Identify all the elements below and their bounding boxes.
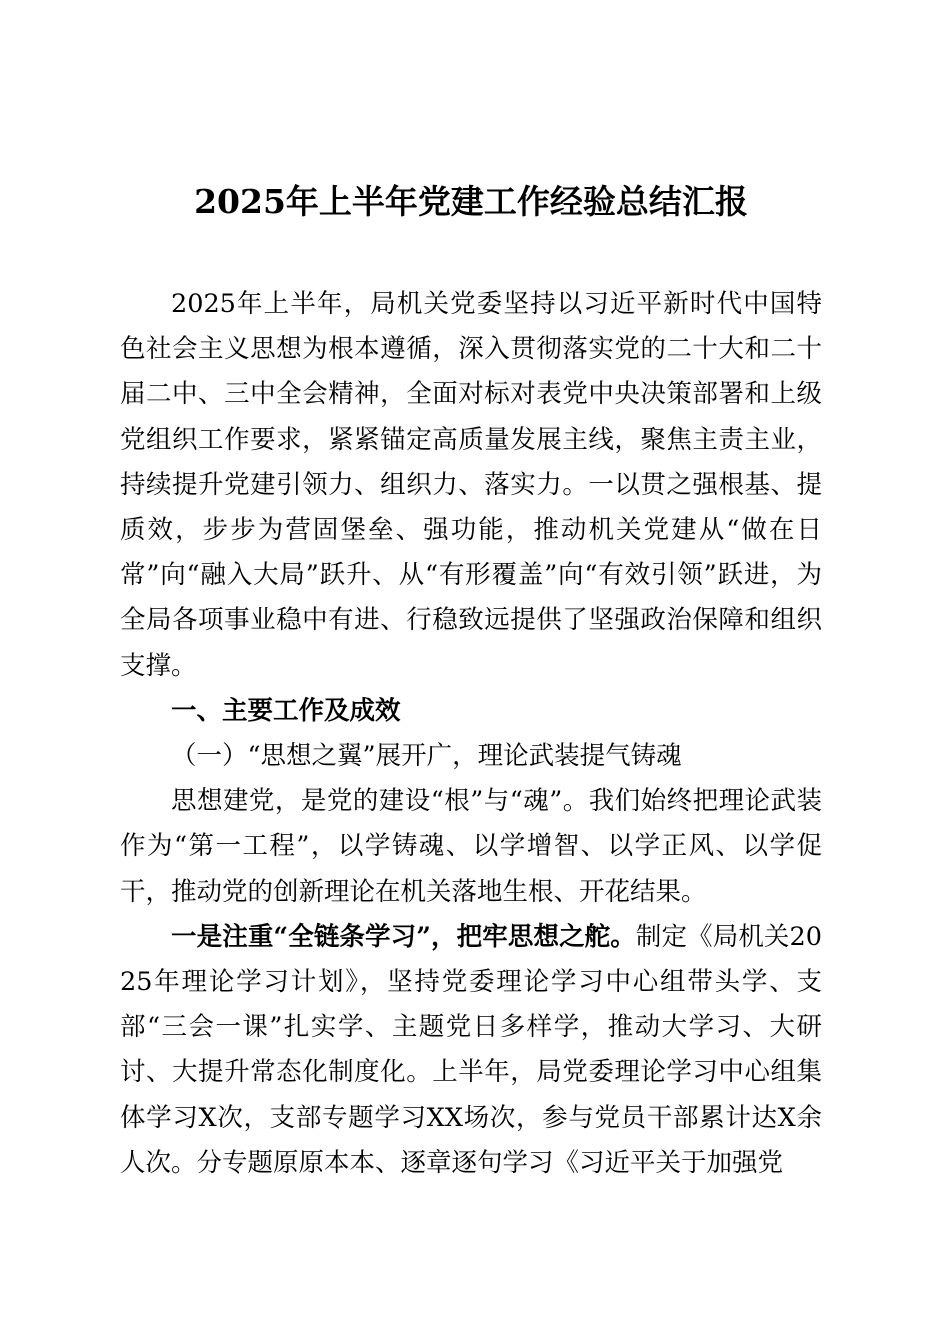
subsection-intro-paragraph: 思想建党，是党的建设“根”与“魂”。我们始终把理论武装作为“第一工程”，以学铸魂、以学增智、以学正风、以学促干，推动党的创新理论在机关落地生根、开花结果。	[120, 786, 822, 907]
intro-paragraph: 2025年上半年，局机关党委坚持以习近平新时代中国特色社会主义思想为根本遵循，深入贯彻落实党的二十大和二十届二中、三中全会精神，全面对标对表党中央决策部署和上级党组织工作要求，紧紧锚定高质量发展主线，聚焦主责主业，持续提升党建引领力、组织力、落实力。一以贯之强根基、提质效，步步为营固堡垒、强功能，推动机关党建从“做在日常”向“融入大局”跃升、从“有形覆盖”向“有效引领”跃进，为全局各项事业稳中有进、行稳致远提供了坚强政治保障和组织支撑。	[120, 289, 822, 681]
section-heading-main-work: 一、主要工作及成效	[171, 695, 401, 726]
title-spacer	[120, 234, 822, 282]
document-title: 2025年上半年党建工作经验总结汇报	[194, 182, 748, 221]
subsection-heading-theory: （一）“思想之翼”展开广，理论武装提气铸魂	[171, 741, 682, 772]
point-one-lead: 一是注重“全链条学习”，把牢思想之舵。	[171, 921, 636, 952]
document-page	[120, 170, 822, 1186]
point-one-body: 制定《局机关2025年理论学习计划》，坚持党委理论学习中心组带头学、支部“三会一课”扎实学、主题党日多样学，推动大学习、大研讨、大提升常态化制度化。上半年，局党委理论学习中心组集体学习X次，支部专题学习XX场次，参与党员干部累计达X余人次。分专题原原本本、逐章逐句学习《习近平关于加强党	[120, 921, 822, 1178]
point-one-paragraph	[120, 915, 822, 1186]
